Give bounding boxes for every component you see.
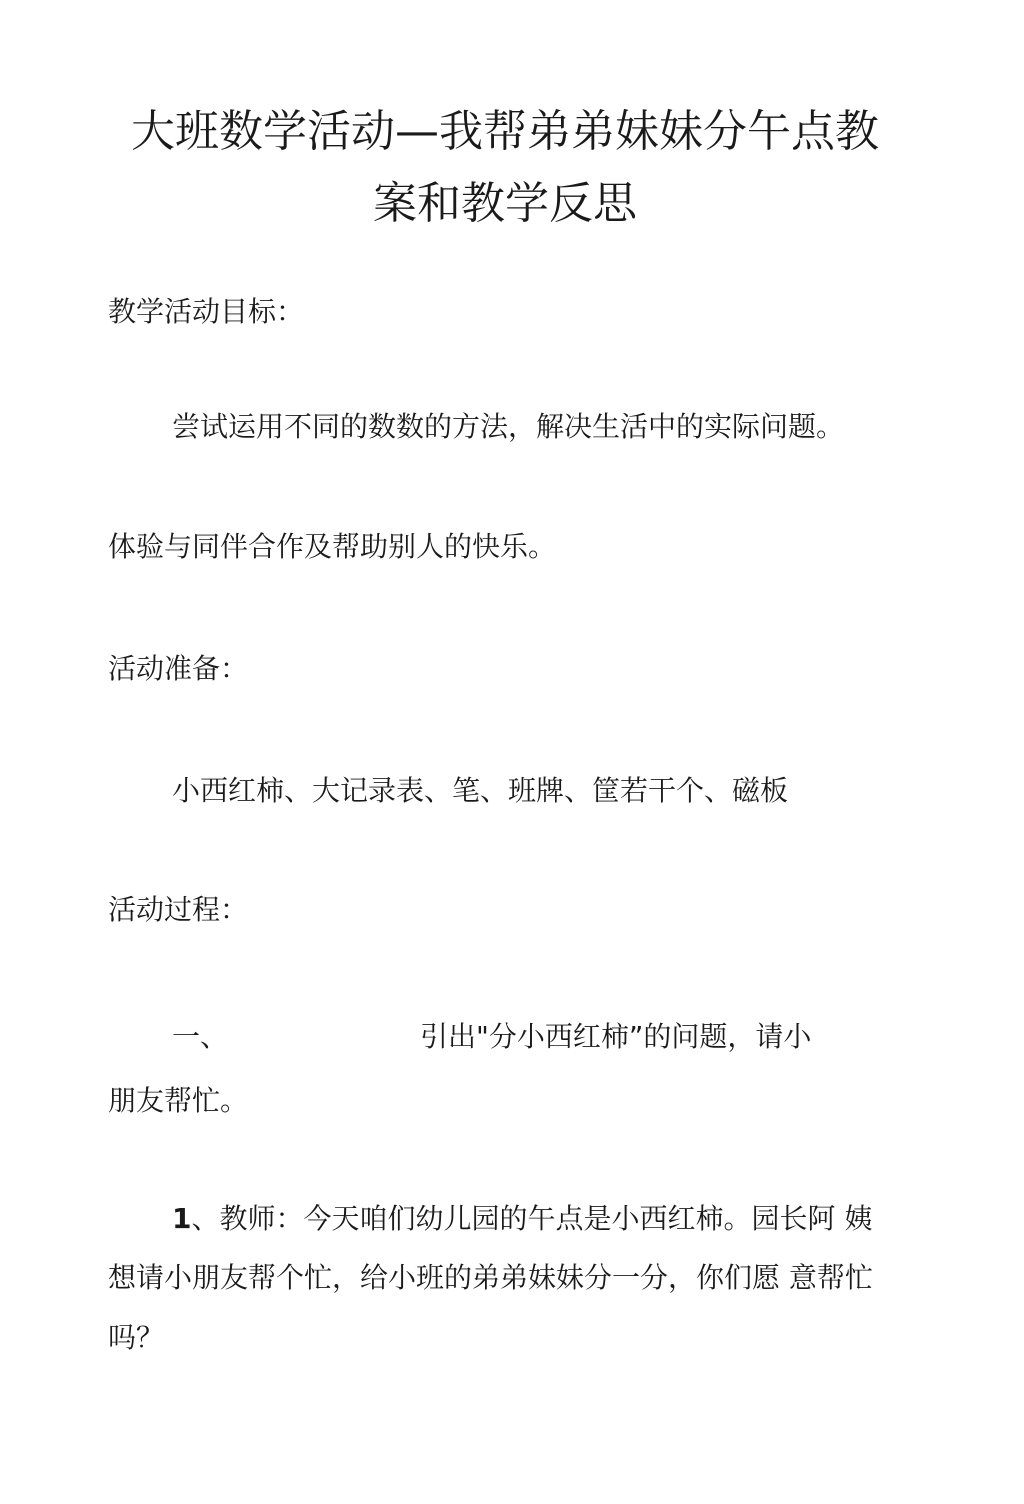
step-1-number: 一、: [172, 1020, 229, 1053]
section-heading-process: 活动过程：: [108, 893, 249, 926]
document-title-line-1: 大班数学活动—我帮弟弟妹妹分午点教: [131, 106, 879, 157]
item-1-line-3: 吗？: [108, 1321, 165, 1354]
preparation-items: 小西红柿、大记录表、笔、班牌、筐若干个、磁板: [172, 774, 789, 807]
document-title-line-2: 案和教学反思: [373, 178, 637, 229]
step-1-continuation: 朋友帮忙。: [108, 1084, 249, 1117]
item-1-number: 1: [172, 1202, 192, 1235]
section-heading-preparation: 活动准备：: [108, 652, 249, 685]
step-1-line: [172, 1020, 872, 1054]
item-1-line-2: 想请小朋友帮个忙，给小班的弟弟妹妹分一分，你们愿 意帮忙: [108, 1261, 873, 1294]
item-1-line-1: [172, 1202, 872, 1236]
item-1-text: 、教师：今天咱们幼儿园的午点是小西红柿。园长阿 姨: [191, 1202, 873, 1235]
step-1-text: 引出"分小西红柿”的问题，请小: [420, 1020, 812, 1053]
section-heading-goals: 教学活动目标：: [108, 295, 305, 328]
goal-item-2: 体验与同伴合作及帮助别人的快乐。: [108, 530, 557, 563]
goal-item-1: 尝试运用不同的数数的方法，解决生活中的实际问题。: [172, 410, 845, 443]
